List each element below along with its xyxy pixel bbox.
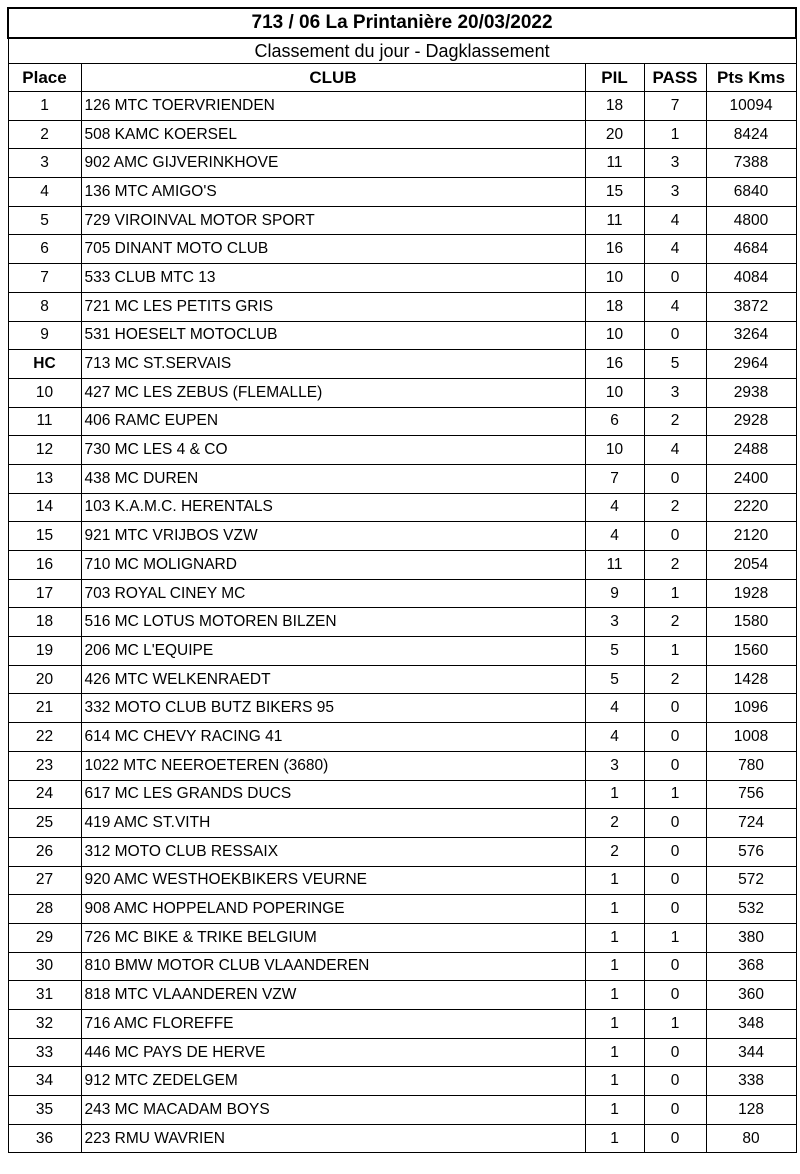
place-cell: 22 — [8, 723, 81, 752]
table-row — [8, 608, 796, 637]
pass-cell: 0 — [644, 464, 706, 493]
column-header-club: CLUB — [81, 64, 585, 92]
pass-cell: 0 — [644, 866, 706, 895]
place-cell: 2 — [8, 120, 81, 149]
pil-cell: 18 — [585, 92, 644, 121]
pass-cell: 3 — [644, 178, 706, 207]
pil-cell: 11 — [585, 551, 644, 580]
table-row — [8, 350, 796, 379]
place-cell: 32 — [8, 1010, 81, 1039]
pil-cell: 1 — [585, 981, 644, 1010]
pts-kms-cell: 344 — [706, 1038, 796, 1067]
pass-cell: 2 — [644, 665, 706, 694]
pil-cell: 2 — [585, 837, 644, 866]
club-cell: 508 KAMC KOERSEL — [81, 120, 585, 149]
pts-kms-cell: 348 — [706, 1010, 796, 1039]
pass-cell: 0 — [644, 837, 706, 866]
club-cell: 713 MC ST.SERVAIS — [81, 350, 585, 379]
pass-cell: 5 — [644, 350, 706, 379]
pil-cell: 11 — [585, 206, 644, 235]
pass-cell: 1 — [644, 923, 706, 952]
club-cell: 446 MC PAYS DE HERVE — [81, 1038, 585, 1067]
pil-cell: 3 — [585, 751, 644, 780]
pass-cell: 0 — [644, 952, 706, 981]
column-header-pass: PASS — [644, 64, 706, 92]
pass-cell: 0 — [644, 809, 706, 838]
pass-cell: 2 — [644, 493, 706, 522]
table-row — [8, 551, 796, 580]
pts-kms-cell: 1560 — [706, 637, 796, 666]
club-cell: 730 MC LES 4 & CO — [81, 436, 585, 465]
table-row — [8, 579, 796, 608]
pil-cell: 7 — [585, 464, 644, 493]
pass-cell: 2 — [644, 551, 706, 580]
pass-cell: 3 — [644, 378, 706, 407]
place-cell: 4 — [8, 178, 81, 207]
place-cell: 27 — [8, 866, 81, 895]
club-cell: 427 MC LES ZEBUS (FLEMALLE) — [81, 378, 585, 407]
club-cell: 729 VIROINVAL MOTOR SPORT — [81, 206, 585, 235]
club-cell: 332 MOTO CLUB BUTZ BIKERS 95 — [81, 694, 585, 723]
pil-cell: 1 — [585, 866, 644, 895]
place-cell: 7 — [8, 264, 81, 293]
pil-cell: 9 — [585, 579, 644, 608]
place-cell: 16 — [8, 551, 81, 580]
pil-cell: 1 — [585, 1067, 644, 1096]
column-header-pil: PIL — [585, 64, 644, 92]
club-cell: 810 BMW MOTOR CLUB VLAANDEREN — [81, 952, 585, 981]
column-header-place: Place — [8, 64, 81, 92]
pass-cell: 0 — [644, 981, 706, 1010]
table-row — [8, 1038, 796, 1067]
pass-cell: 2 — [644, 608, 706, 637]
table-row — [8, 92, 796, 121]
place-cell: 33 — [8, 1038, 81, 1067]
pass-cell: 0 — [644, 895, 706, 924]
place-cell: 20 — [8, 665, 81, 694]
table-row — [8, 264, 796, 293]
table-row — [8, 149, 796, 178]
pts-kms-cell: 338 — [706, 1067, 796, 1096]
pil-cell: 11 — [585, 149, 644, 178]
pil-cell: 1 — [585, 895, 644, 924]
pass-cell: 3 — [644, 149, 706, 178]
club-cell: 818 MTC VLAANDEREN VZW — [81, 981, 585, 1010]
pil-cell: 15 — [585, 178, 644, 207]
pass-cell: 0 — [644, 723, 706, 752]
table-row — [8, 637, 796, 666]
pil-cell: 10 — [585, 436, 644, 465]
club-cell: 902 AMC GIJVERINKHOVE — [81, 149, 585, 178]
club-cell: 721 MC LES PETITS GRIS — [81, 292, 585, 321]
club-cell: 716 AMC FLOREFFE — [81, 1010, 585, 1039]
place-cell: 36 — [8, 1124, 81, 1153]
table-row — [8, 378, 796, 407]
pil-cell: 16 — [585, 235, 644, 264]
pass-cell: 4 — [644, 235, 706, 264]
pts-kms-cell: 572 — [706, 866, 796, 895]
pil-cell: 4 — [585, 493, 644, 522]
table-row — [8, 837, 796, 866]
place-cell: 26 — [8, 837, 81, 866]
pts-kms-cell: 128 — [706, 1096, 796, 1125]
pts-kms-cell: 10094 — [706, 92, 796, 121]
pil-cell: 1 — [585, 952, 644, 981]
pil-cell: 2 — [585, 809, 644, 838]
pts-kms-cell: 6840 — [706, 178, 796, 207]
table-row — [8, 751, 796, 780]
table-row — [8, 407, 796, 436]
place-cell: 24 — [8, 780, 81, 809]
pil-cell: 4 — [585, 723, 644, 752]
place-cell: 1 — [8, 92, 81, 121]
table-header-row — [8, 64, 796, 92]
pass-cell: 0 — [644, 1096, 706, 1125]
club-cell: 103 K.A.M.C. HERENTALS — [81, 493, 585, 522]
pass-cell: 1 — [644, 120, 706, 149]
table-row — [8, 895, 796, 924]
club-cell: 921 MTC VRIJBOS VZW — [81, 522, 585, 551]
pil-cell: 10 — [585, 264, 644, 293]
pil-cell: 1 — [585, 1010, 644, 1039]
table-row — [8, 723, 796, 752]
table-row — [8, 1096, 796, 1125]
pil-cell: 1 — [585, 1124, 644, 1153]
place-cell: 31 — [8, 981, 81, 1010]
pass-cell: 1 — [644, 579, 706, 608]
pil-cell: 1 — [585, 780, 644, 809]
place-cell: 34 — [8, 1067, 81, 1096]
pil-cell: 5 — [585, 637, 644, 666]
pts-kms-cell: 1928 — [706, 579, 796, 608]
pil-cell: 5 — [585, 665, 644, 694]
pts-kms-cell: 4684 — [706, 235, 796, 264]
place-cell: 23 — [8, 751, 81, 780]
place-cell: HC — [8, 350, 81, 379]
club-cell: 614 MC CHEVY RACING 41 — [81, 723, 585, 752]
page-title: 713 / 06 La Printanière 20/03/2022 — [8, 8, 796, 38]
table-body — [8, 92, 796, 1153]
pass-cell: 0 — [644, 694, 706, 723]
pts-kms-cell: 4800 — [706, 206, 796, 235]
page-subtitle: Classement du jour - Dagklassement — [8, 38, 796, 64]
table-row — [8, 178, 796, 207]
ranking-table — [7, 7, 797, 1153]
place-cell: 14 — [8, 493, 81, 522]
place-cell: 19 — [8, 637, 81, 666]
pass-cell: 0 — [644, 264, 706, 293]
pts-kms-cell: 2938 — [706, 378, 796, 407]
pts-kms-cell: 2488 — [706, 436, 796, 465]
pts-kms-cell: 7388 — [706, 149, 796, 178]
club-cell: 126 MTC TOERVRIENDEN — [81, 92, 585, 121]
club-cell: 438 MC DUREN — [81, 464, 585, 493]
pts-kms-cell: 380 — [706, 923, 796, 952]
table-row — [8, 436, 796, 465]
club-cell: 312 MOTO CLUB RESSAIX — [81, 837, 585, 866]
club-cell: 908 AMC HOPPELAND POPERINGE — [81, 895, 585, 924]
club-cell: 516 MC LOTUS MOTOREN BILZEN — [81, 608, 585, 637]
pts-kms-cell: 1008 — [706, 723, 796, 752]
place-cell: 11 — [8, 407, 81, 436]
pil-cell: 1 — [585, 923, 644, 952]
pts-kms-cell: 756 — [706, 780, 796, 809]
pts-kms-cell: 724 — [706, 809, 796, 838]
club-cell: 726 MC BIKE & TRIKE BELGIUM — [81, 923, 585, 952]
place-cell: 17 — [8, 579, 81, 608]
club-cell: 531 HOESELT MOTOCLUB — [81, 321, 585, 350]
pts-kms-cell: 2928 — [706, 407, 796, 436]
place-cell: 5 — [8, 206, 81, 235]
pts-kms-cell: 3872 — [706, 292, 796, 321]
table-row — [8, 952, 796, 981]
pass-cell: 0 — [644, 321, 706, 350]
place-cell: 18 — [8, 608, 81, 637]
pts-kms-cell: 4084 — [706, 264, 796, 293]
pass-cell: 4 — [644, 436, 706, 465]
pts-kms-cell: 3264 — [706, 321, 796, 350]
pts-kms-cell: 1428 — [706, 665, 796, 694]
table-row — [8, 1067, 796, 1096]
pil-cell: 1 — [585, 1096, 644, 1125]
pts-kms-cell: 1580 — [706, 608, 796, 637]
table-row — [8, 809, 796, 838]
column-header-pts-kms: Pts Kms — [706, 64, 796, 92]
table-row — [8, 206, 796, 235]
club-cell: 533 CLUB MTC 13 — [81, 264, 585, 293]
pts-kms-cell: 576 — [706, 837, 796, 866]
ranking-sheet — [7, 7, 795, 1153]
pil-cell: 3 — [585, 608, 644, 637]
table-row — [8, 522, 796, 551]
pts-kms-cell: 532 — [706, 895, 796, 924]
pil-cell: 16 — [585, 350, 644, 379]
place-cell: 9 — [8, 321, 81, 350]
pass-cell: 0 — [644, 522, 706, 551]
place-cell: 25 — [8, 809, 81, 838]
place-cell: 3 — [8, 149, 81, 178]
place-cell: 8 — [8, 292, 81, 321]
pts-kms-cell: 80 — [706, 1124, 796, 1153]
club-cell: 703 ROYAL CINEY MC — [81, 579, 585, 608]
pil-cell: 4 — [585, 694, 644, 723]
table-row — [8, 866, 796, 895]
table-row — [8, 120, 796, 149]
pts-kms-cell: 2400 — [706, 464, 796, 493]
pts-kms-cell: 2964 — [706, 350, 796, 379]
pass-cell: 0 — [644, 1038, 706, 1067]
pts-kms-cell: 360 — [706, 981, 796, 1010]
club-cell: 705 DINANT MOTO CLUB — [81, 235, 585, 264]
pass-cell: 0 — [644, 1124, 706, 1153]
club-cell: 206 MC L'EQUIPE — [81, 637, 585, 666]
pil-cell: 1 — [585, 1038, 644, 1067]
club-cell: 920 AMC WESTHOEKBIKERS VEURNE — [81, 866, 585, 895]
pass-cell: 2 — [644, 407, 706, 436]
place-cell: 10 — [8, 378, 81, 407]
table-row — [8, 235, 796, 264]
pil-cell: 4 — [585, 522, 644, 551]
table-row — [8, 923, 796, 952]
table-row — [8, 780, 796, 809]
table-row — [8, 292, 796, 321]
pass-cell: 7 — [644, 92, 706, 121]
place-cell: 12 — [8, 436, 81, 465]
pil-cell: 20 — [585, 120, 644, 149]
club-cell: 426 MTC WELKENRAEDT — [81, 665, 585, 694]
pts-kms-cell: 8424 — [706, 120, 796, 149]
pass-cell: 4 — [644, 206, 706, 235]
pass-cell: 1 — [644, 637, 706, 666]
place-cell: 6 — [8, 235, 81, 264]
club-cell: 617 MC LES GRANDS DUCS — [81, 780, 585, 809]
pts-kms-cell: 2120 — [706, 522, 796, 551]
club-cell: 419 AMC ST.VITH — [81, 809, 585, 838]
club-cell: 710 MC MOLIGNARD — [81, 551, 585, 580]
table-row — [8, 321, 796, 350]
pts-kms-cell: 2054 — [706, 551, 796, 580]
club-cell: 1022 MTC NEEROETEREN (3680) — [81, 751, 585, 780]
table-row — [8, 665, 796, 694]
pil-cell: 10 — [585, 378, 644, 407]
table-row — [8, 464, 796, 493]
table-row — [8, 493, 796, 522]
pass-cell: 1 — [644, 780, 706, 809]
table-row — [8, 1124, 796, 1153]
table-row — [8, 981, 796, 1010]
place-cell: 30 — [8, 952, 81, 981]
club-cell: 406 RAMC EUPEN — [81, 407, 585, 436]
place-cell: 13 — [8, 464, 81, 493]
table-row — [8, 1010, 796, 1039]
place-cell: 35 — [8, 1096, 81, 1125]
club-cell: 243 MC MACADAM BOYS — [81, 1096, 585, 1125]
club-cell: 223 RMU WAVRIEN — [81, 1124, 585, 1153]
pts-kms-cell: 780 — [706, 751, 796, 780]
pts-kms-cell: 368 — [706, 952, 796, 981]
pts-kms-cell: 1096 — [706, 694, 796, 723]
pts-kms-cell: 2220 — [706, 493, 796, 522]
place-cell: 15 — [8, 522, 81, 551]
pil-cell: 18 — [585, 292, 644, 321]
place-cell: 21 — [8, 694, 81, 723]
pil-cell: 10 — [585, 321, 644, 350]
pil-cell: 6 — [585, 407, 644, 436]
club-cell: 136 MTC AMIGO'S — [81, 178, 585, 207]
place-cell: 28 — [8, 895, 81, 924]
pass-cell: 4 — [644, 292, 706, 321]
table-row — [8, 694, 796, 723]
pass-cell: 1 — [644, 1010, 706, 1039]
club-cell: 912 MTC ZEDELGEM — [81, 1067, 585, 1096]
pass-cell: 0 — [644, 1067, 706, 1096]
place-cell: 29 — [8, 923, 81, 952]
pass-cell: 0 — [644, 751, 706, 780]
